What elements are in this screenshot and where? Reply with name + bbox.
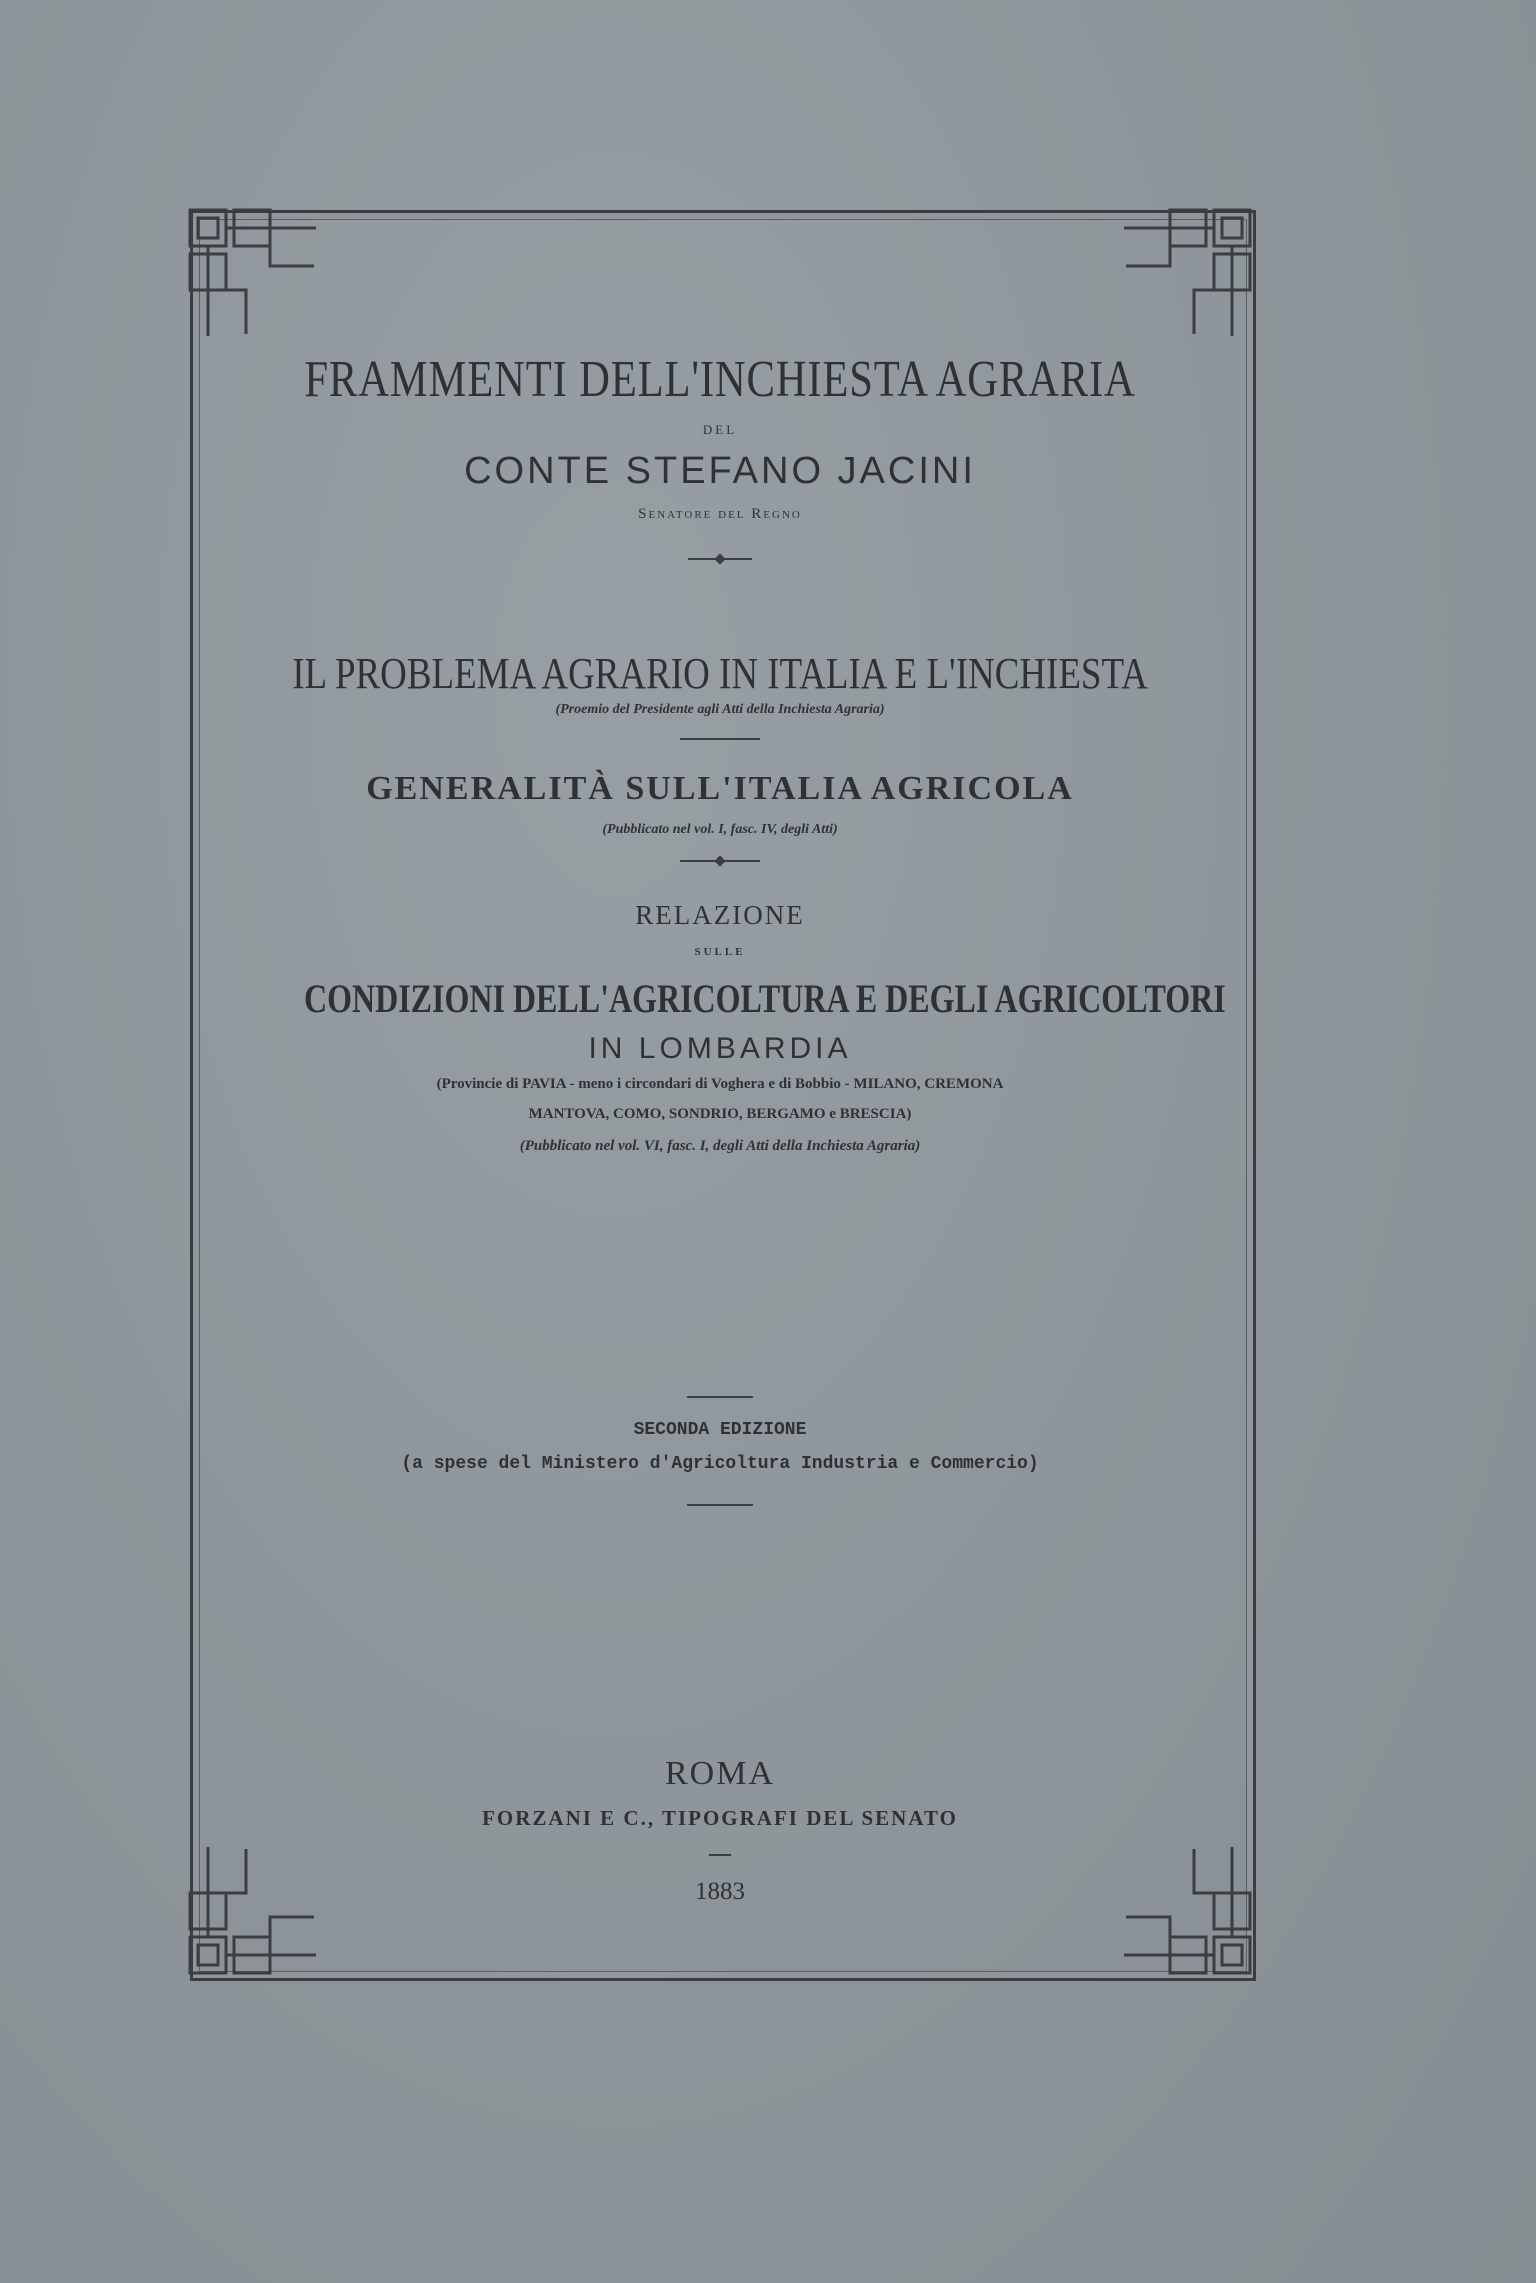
work2-title: GENERALITÀ SULL'ITALIA AGRICOLA xyxy=(366,770,1074,807)
relazione-title: CONDIZIONI DELL'AGRICOLTURA E DEGLI AGRICOLTORI xyxy=(304,976,1226,1021)
divider-ornament xyxy=(688,558,752,560)
publication-year: 1883 xyxy=(695,1878,745,1905)
publication-city: ROMA xyxy=(664,1755,776,1792)
work2-note: (Pubblicato nel vol. I, fasc. IV, degli Atti) xyxy=(602,822,838,837)
printer: FORZANI E C., TIPOGRAFI DEL SENATO xyxy=(482,1806,958,1830)
author-name: CONTE STEFANO JACINI xyxy=(464,450,976,492)
relazione-provinces-line1: (Provincie di PAVIA - meno i circondari di Voghera e di Bobbio - MILANO, CREMONA xyxy=(436,1076,1004,1092)
series-title: FRAMMENTI DELL'INCHIESTA AGRARIA xyxy=(304,351,1136,408)
divider-rule xyxy=(687,1396,753,1398)
work1-note: (Proemio del Presidente agli Atti della Inchiesta Agraria) xyxy=(555,702,885,717)
relazione-region: IN LOMBARDIA xyxy=(588,1032,852,1065)
relazione-heading: RELAZIONE xyxy=(635,900,805,930)
divider-ornament xyxy=(680,860,760,862)
divider-rule xyxy=(709,1854,731,1856)
divider-rule xyxy=(680,738,760,740)
edition-note: (a spese del Ministero d'Agricoltura Industria e Commercio) xyxy=(401,1454,1039,1474)
title-page-content xyxy=(200,210,1240,1970)
relazione-note: (Pubblicato nel vol. VI, fasc. I, degli Atti della Inchiesta Agraria) xyxy=(519,1138,921,1154)
work1-title: IL PROBLEMA AGRARIO IN ITALIA E L'INCHIESTA xyxy=(292,649,1148,698)
divider-rule xyxy=(687,1504,753,1506)
edition: SECONDA EDIZIONE xyxy=(633,1420,807,1440)
author-role: Senatore del Regno xyxy=(638,506,802,522)
del-connector: DEL xyxy=(702,422,738,437)
relazione-sulle: SULLE xyxy=(694,946,746,958)
relazione-provinces-line2: MANTOVA, COMO, SONDRIO, BERGAMO e BRESCIA) xyxy=(528,1106,912,1122)
